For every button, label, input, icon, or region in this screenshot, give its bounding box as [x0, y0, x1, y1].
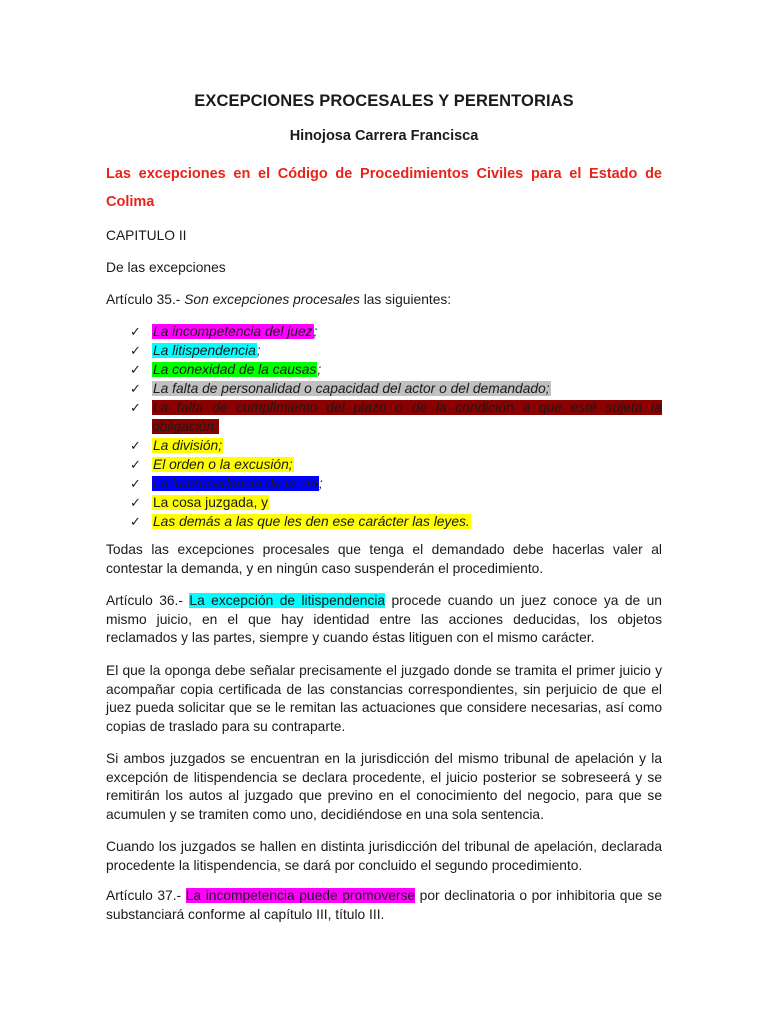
paragraph-different-jurisdiction: Cuando los juzgados se hallen en distinta jurisdicción del tribunal de apelación, declarada procedente la litispendencia, se dará por concluido el segundo procedimiento. — [106, 839, 662, 873]
list-item — [106, 455, 662, 474]
paragraph-certified-copy: El que la oponga debe señalar precisamente el juzgado donde se tramita el primer juicio y acompañar copia certificada de las constancias correspondientes, sin perjuicio de que el juez pueda solicitar que se le remitan las actuaciones que considere necesarias, así como copias de traslado para su contraparte. — [106, 663, 662, 734]
checkmark-icon: ✓ — [130, 343, 141, 358]
article-35-intro — [106, 292, 451, 307]
list-item-text: La litispendencia — [153, 343, 256, 358]
checkmark-icon: ✓ — [130, 362, 141, 377]
list-item-text: La falta de personalidad o capacidad del actor o del demandado; — [153, 381, 550, 396]
section-heading: De las excepciones — [106, 260, 226, 275]
article-36-prefix: Artículo 36.- — [106, 593, 190, 608]
checkmark-icon: ✓ — [130, 381, 141, 396]
checkmark-icon: ✓ — [130, 324, 141, 339]
list-item-text: Las demás a las que les den ese carácter las leyes. — [153, 514, 470, 529]
article-35-prefix: Artículo 35.- — [106, 292, 185, 307]
list-item-text: La improcedencia de la vía — [153, 476, 318, 491]
list-item: ✓ La conexidad de la causas; — [130, 362, 322, 377]
list-item: ✓ La improcedencia de la vía; — [130, 476, 323, 491]
checkmark-icon: ✓ — [130, 457, 141, 472]
article-35-italic: Son excepciones procesales — [184, 292, 360, 307]
checkmark-icon: ✓ — [130, 495, 141, 510]
exceptions-checklist — [106, 322, 662, 531]
list-item: ✓ La incompetencia del juez; — [130, 324, 318, 339]
paragraph-procedural-exceptions: Todas las excepciones procesales que tenga el demandado debe hacerlas valer al contestar la demanda, y en ningún caso suspenderán el procedimiento. — [106, 542, 662, 576]
paragraph-same-jurisdiction: Si ambos juzgados se encuentran en la jurisdicción del mismo tribunal de apelación y la excepción de litispendencia se declara procedente, el juicio posterior se sobreseerá y se remitirán los autos al juzgado que previno en el conocimiento del negocio, para que se acumulen y se tramiten como uno, decidiéndose en una sola sentencia. — [106, 751, 662, 822]
checkmark-icon: ✓ — [130, 514, 141, 529]
list-item — [106, 512, 662, 531]
list-item — [106, 379, 662, 398]
checkmark-icon: ✓ — [130, 400, 141, 415]
list-item-text: El orden o la excusión; — [153, 457, 293, 472]
list-item-text: La conexidad de la causas — [153, 362, 317, 377]
article-37-prefix: Artículo 37.- — [106, 888, 186, 903]
list-item: ✓ La litispendencia; — [130, 343, 261, 358]
list-item — [106, 436, 662, 455]
article-36-paragraph — [106, 592, 662, 648]
chapter-heading: CAPITULO II — [106, 228, 187, 243]
document-subtitle: Las excepciones en el Código de Procedimientos Civiles para el Estado de Colima — [106, 166, 662, 210]
checkmark-icon: ✓ — [130, 476, 141, 491]
list-item-text: La cosa juzgada, y — [153, 495, 269, 510]
document-author: Hinojosa Carrera Francisca — [289, 128, 479, 144]
checkmark-icon: ✓ — [130, 438, 141, 453]
list-item-text: La falta de cumplimiento del plazo o de la condición a que esté sujeta la obligación; — [152, 400, 662, 434]
article-36-highlight: La excepción de litispendencia — [189, 593, 386, 608]
article-35-suffix: las siguientes: — [359, 292, 452, 307]
article-37-rest: por declinatoria o por inhibitoria que se substanciará conforme al capítulo III, título III. — [106, 888, 662, 922]
article-37-paragraph — [106, 887, 662, 924]
list-item — [106, 493, 662, 512]
list-item-text: La incompetencia del juez — [153, 324, 313, 339]
article-37-highlight: La incompetencia puede promoverse — [185, 888, 416, 903]
document-title: EXCEPCIONES PROCESALES Y PERENTORIAS — [194, 92, 574, 110]
article-36-rest: procede cuando un juez conoce ya de un mismo juicio, en el que hay identidad entre las acciones deducidas, los objetos reclamados y las partes, siempre y cuando éstas litiguen con el mismo carácter. — [106, 593, 662, 645]
list-item — [106, 398, 662, 436]
list-item-text: La división; — [153, 438, 223, 453]
